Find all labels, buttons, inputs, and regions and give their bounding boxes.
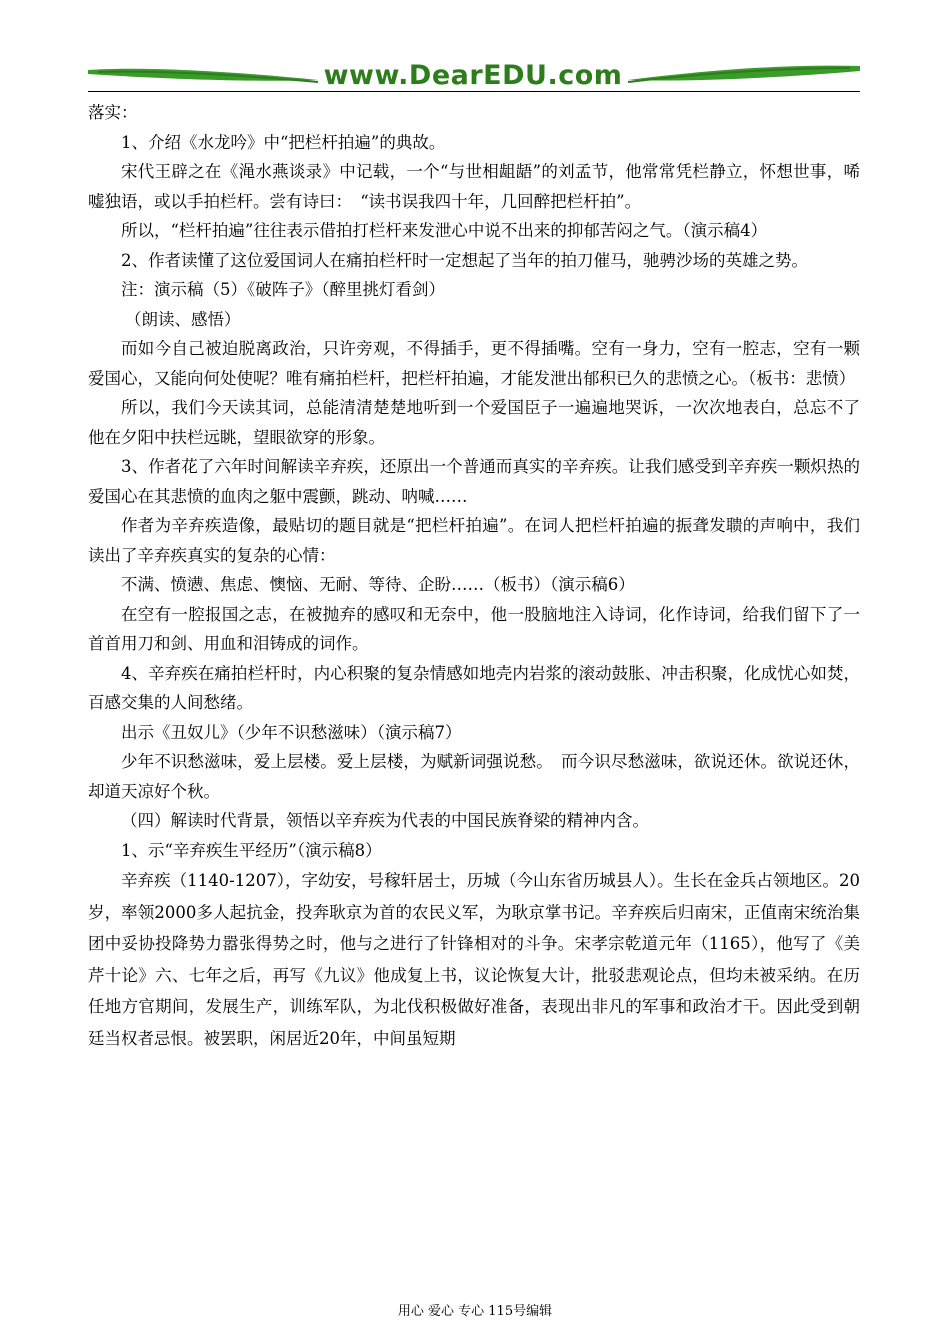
paragraph: 辛弃疾（1140-1207），字幼安，号稼轩居士，历城（今山东省历城县人）。生长在金兵占领地区。20岁，率领2000多人起抗金，投奔耿京为首的农民义军，为耿京掌书记。辛弃疾后归南宋，正值南宋统治集团中妥协投降势力嚣张得势之时，他与之进行了针锋相对的斗争。宋孝宗乾道元年（1165），他写了《美芹十论》六、七年之后，再写《九议》他成复上书，议论恢复大计，批驳悲观论点，但均未被采纳。在历任地方官期间，发展生产，训练军队，为北伐积极做好准备，表现出非凡的军事和政治才干。因此受到朝廷当权者忌恨。被罢职，闲居近20年，中间虽短期 bbox=[88, 871, 860, 1048]
paragraph: 3、作者花了六年时间解读辛弃疾，还原出一个普通而真实的辛弃疾。让我们感受到辛弃疾一颗炽热的爱国心在其悲愤的血肉之躯中震颤，跳动、呐喊…… bbox=[88, 457, 860, 506]
paragraph: （四）解读时代背景，领悟以辛弃疾为代表的中国民族脊梁的精神内含。 bbox=[121, 811, 649, 830]
paragraph: 4、辛弃疾在痛拍栏杆时，内心积聚的复杂情感如地壳内岩浆的滚动鼓胀、冲击积聚，化成忧心如焚，百感交集的人间愁绪。 bbox=[88, 663, 860, 712]
document-body bbox=[88, 98, 860, 1054]
paragraph: 出示《丑奴儿》（少年不识愁滋味）（演示稿7） bbox=[121, 722, 462, 742]
paragraph: （朗读、感悟） bbox=[125, 309, 241, 329]
paragraph: 少年不识愁滋味，爱上层楼。爱上层楼，为赋新词强说愁。 而今识尽愁滋味，欲说还休。欲说还休，却道天凉好个秋。 bbox=[88, 752, 860, 801]
header-rule bbox=[88, 91, 860, 92]
paragraph: 而如今自己被迫脱离政治，只许旁观，不得插手，更不得插嘴。空有一身力，空有一腔志，空有一颗爱国心，又能向何处使呢？唯有痛拍栏杆，把栏杆拍遍，才能发泄出郁积已久的悲愤之心。（板书：悲愤） bbox=[88, 339, 860, 388]
paragraph: 不满、愤懑、焦虑、懊恼、无耐、等待、企盼……（板书）（演示稿6） bbox=[121, 575, 635, 594]
paragraph: 落实： bbox=[88, 103, 138, 122]
paragraph: 所以，“栏杆拍遍”往往表示借拍打栏杆来发泄心中说不出来的抑郁苦闷之气。（演示稿4） bbox=[121, 221, 768, 240]
site-name: www.DearEDU.com bbox=[323, 60, 623, 91]
paragraph: 在空有一腔报国之志，在被抛弃的感叹和无奈中，他一股脑地注入诗词，化作诗词，给我们留下了一首首用刀和剑、用血和泪铸成的词作。 bbox=[88, 604, 860, 653]
paragraph: 注：演示稿（5）《破阵子》（醉里挑灯看剑） bbox=[121, 280, 445, 299]
paragraph: 1、介绍《水龙吟》中“把栏杆拍遍”的典故。 bbox=[121, 132, 446, 152]
paragraph: 宋代王辟之在《渑水燕谈录》中记载，一个“与世相龃龉”的刘孟节，他常常凭栏静立，怀想世事，唏嘘独语，或以手拍栏杆。尝有诗曰： “读书误我四十年，几回醉把栏杆拍”。 bbox=[88, 162, 860, 211]
paragraph: 2、作者读懂了这位爱国词人在痛拍栏杆时一定想起了当年的拍刀催马，驰骋沙场的英雄之势。 bbox=[121, 250, 808, 270]
paragraph: 1、示“辛弃疾生平经历”（演示稿8） bbox=[121, 840, 382, 860]
paragraph: 所以，我们今天读其词，总能清清楚楚地听到一个爱国臣子一遍遍地哭诉，一次次地表白，总忘不了他在夕阳中扶栏远眺，望眼欲穿的形象。 bbox=[88, 398, 860, 447]
paragraph: 作者为辛弃疾造像，最贴切的题目就是“把栏杆拍遍”。在词人把栏杆拍遍的振聋发聩的声响中，我们读出了辛弃疾真实的复杂的心情： bbox=[88, 516, 860, 565]
page-footer: 用心 爱心 专心 115号编辑 bbox=[397, 1304, 553, 1319]
